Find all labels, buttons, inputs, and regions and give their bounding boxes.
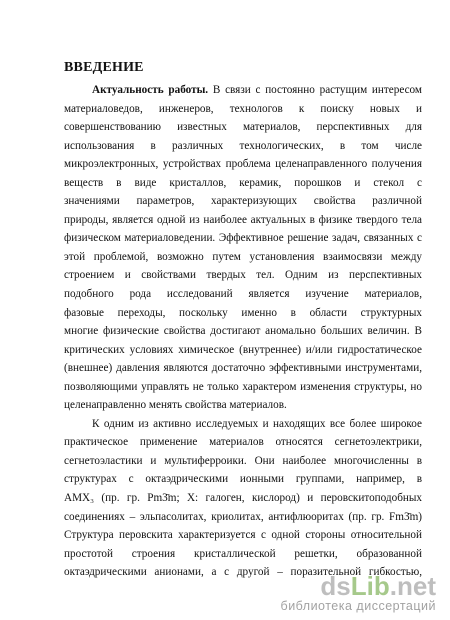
formula-line: AMX₃ (пр. гр. Pm3̄m; X: галоген, кислород) и перовскитоподобных xyxy=(64,492,422,505)
text-line: К одним из активно исследуемых и находящих все более широкое xyxy=(92,417,422,430)
text-line: значениями параметров, характеризующих свойства различной xyxy=(64,195,422,208)
text-line: Структура перовскита характеризуется с одной стороны относительной xyxy=(64,529,422,542)
text-line: позволяющими управлять не только характером изменения структуры, но xyxy=(64,380,422,393)
text-line: материаловедов, инженеров, технологов к поиску новых и xyxy=(64,102,422,115)
watermark-logo-ds: ds xyxy=(320,571,351,601)
text-line: октаэдрическими анионами, а с другой – поразительной гибкостью, xyxy=(64,566,422,579)
watermark-logo xyxy=(281,573,436,599)
text-line: простотой строения кристаллической решетки, образованной xyxy=(64,547,422,560)
watermark-logo-lib: Lib xyxy=(350,571,390,601)
text-line: использования в различных технологических, в том числе xyxy=(64,139,422,152)
text-line: подобного рода исследований является изучение материалов, xyxy=(64,288,422,301)
text-line: целенаправленно менять свойства материалов. xyxy=(64,399,287,412)
text-line: структурах с октаэдрическими ионными группами, например, в xyxy=(64,473,422,486)
text-line: совершенствованию известных материалов, перспективных для xyxy=(64,121,422,134)
text-line: практическое применение материалов относятся сегнетоэлектрики, xyxy=(64,436,422,449)
text-line: природы, является одной из наиболее актуальных в физике твердого тела xyxy=(64,213,422,226)
watermark-logo-net: .net xyxy=(389,571,436,601)
text-line: этой проблемой, возможно путем установления взаимосвязи между xyxy=(64,250,422,263)
section-heading: ВВЕДЕНИЕ xyxy=(64,60,144,75)
text-line xyxy=(64,81,422,100)
watermark-subtitle: библиотека диссертаций xyxy=(280,599,436,613)
body-text xyxy=(64,81,422,582)
text-line: критических условиях химическое (внутреннее) и/или гидростатическое xyxy=(64,343,422,356)
bold-lead: Актуальность работы. xyxy=(92,84,209,96)
text-line: многие физические свойства достигают аномально больших величин. В xyxy=(64,325,422,338)
watermark xyxy=(281,573,436,614)
text-line: сегнетоэластики и мультиферроики. Они наиболее многочисленны в xyxy=(64,454,422,467)
text-line: фазовые переходы, поскольку именно в области структурных xyxy=(64,306,422,319)
text-line: строением и свойствами твердых тел. Одним из перспективных xyxy=(64,269,422,282)
text-line-rest: В связи с постоянно растущим интересом xyxy=(208,84,422,96)
text-line: (внешнее) давления являются достаточно эффективными инструментами, xyxy=(64,362,422,375)
formula-line: соединениях – эльпасолитах, криолитах, антифлюоритах (пр. гр. Fm3̄m) xyxy=(64,510,422,523)
text-line: физическом материаловедении. Эффективное решение задач, связанных с xyxy=(64,232,422,245)
text-line: микроэлектронных, устройствах проблема целенаправленного получения xyxy=(64,158,422,171)
text-line: веществ в виде кристаллов, керамик, порошков и стекол с xyxy=(64,176,422,189)
